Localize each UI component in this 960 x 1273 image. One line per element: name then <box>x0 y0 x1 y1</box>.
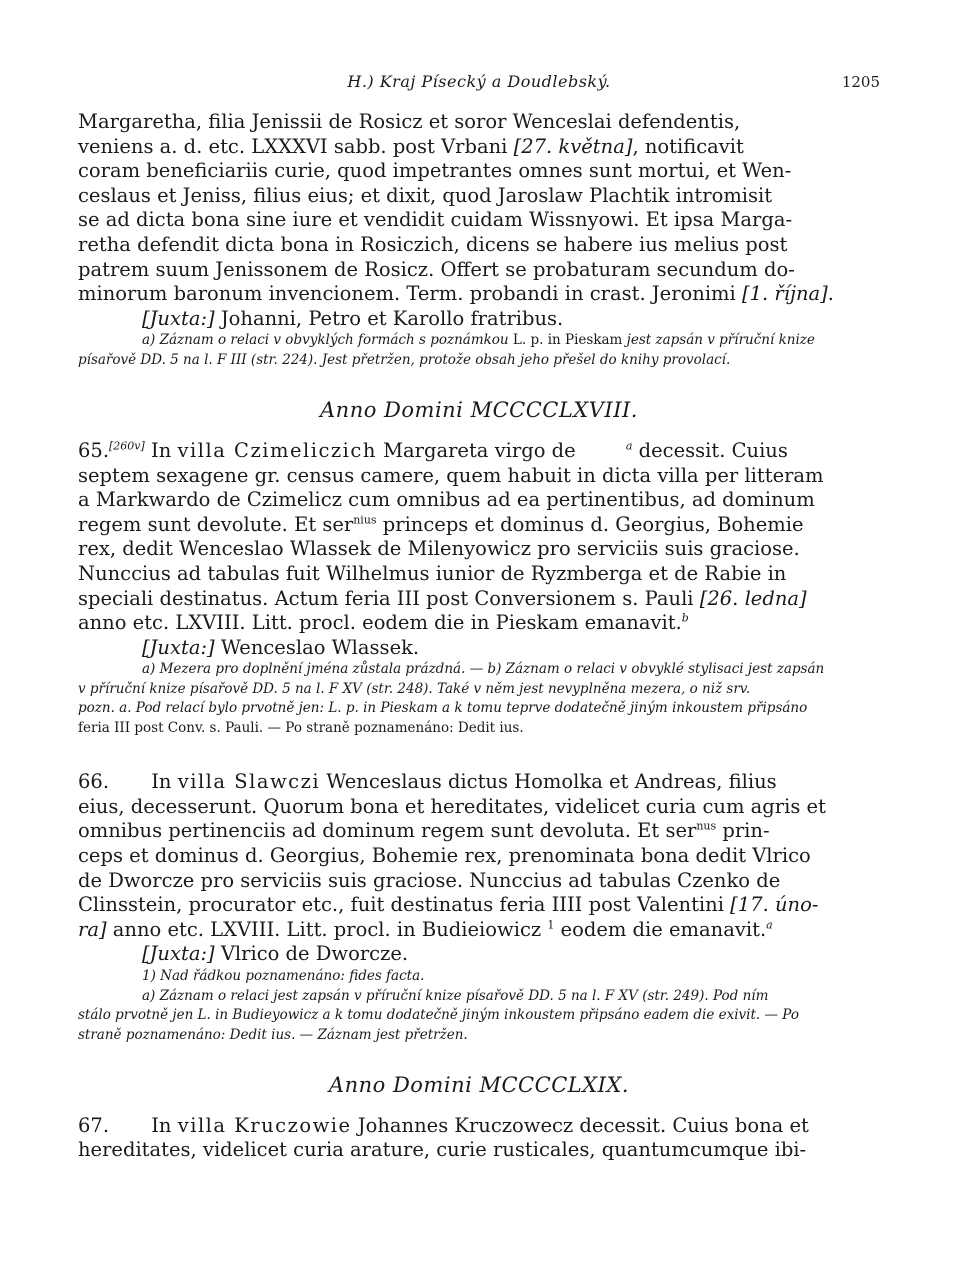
abbrev-sup: nius <box>353 513 377 527</box>
text-line: se ad dicta bona sine iure et vendidit cuidam Wissnyowi. Et ipsa Marga- <box>78 208 793 232</box>
footnote: a) Záznam o relaci jest zapsán v příruční knize písařově DD. 5 na l. F XV (str. 249). Pod ním <box>142 987 769 1004</box>
text-span: In <box>144 438 178 462</box>
entry-64-tail <box>78 110 880 370</box>
juxta-text: Johanni, Petro et Karollo fratribus. <box>214 306 564 330</box>
place-name: villa Czimeliczich <box>177 438 377 462</box>
text-line: patrem suum Jenissonem de Rosicz. Offert se probaturam secundum do- <box>78 257 795 281</box>
footnote: 1) Nad řádkou poznamenáno: fides facta. <box>142 968 425 985</box>
footnote: písařově DD. 5 na l. F III (str. 224). Jest přetržen, protože obsah jeho přešel do knihy provolací. <box>78 351 731 368</box>
text-line: hereditates, videlicet curia arature, curie rusticales, quantumcumque ibi- <box>78 1138 807 1162</box>
text-line <box>78 770 880 795</box>
entry-number: 67. <box>78 1113 110 1137</box>
footnote: pozn. a. Pod relací bylo prvotně jen: L. p. in Pieskam a k tomu teprve dodatečně jiným inkoustem připsáno <box>78 700 808 717</box>
text-span: Johannes Kruczowecz decessit. Cuius bona et <box>351 1113 809 1137</box>
editorial-date: [1. října] <box>741 282 828 306</box>
text-line: eius, decesserunt. Quorum bona et hereditates, videlicet curia cum agris et <box>78 794 826 818</box>
footnote: a) Mezera pro doplnění jména zůstala prázdná. — b) Záznam o relaci v obvyklé stylisaci jest zapsán <box>142 661 825 678</box>
text-line: de Dworcze pro serviciis suis graciose. Nunccius ad tabulas Czenko de <box>78 868 781 892</box>
year-heading: Anno Domini MCCCCLXIX. <box>328 1073 630 1098</box>
text-span: , notificavit <box>632 134 744 158</box>
text-line <box>78 611 880 636</box>
page-number: 1205 <box>841 73 880 91</box>
text-span: princeps et dominus d. Georgius, Bohemie <box>376 512 804 536</box>
editorial-date: [26. ledna] <box>699 586 807 610</box>
text-line <box>78 819 880 844</box>
text-span: Clinsstein, procurator etc., fuit destinatus feria IIII post Valentini <box>78 893 731 917</box>
entry-number: 65. <box>78 438 110 462</box>
text-span: minorum baronum invencionem. Term. probandi in crast. Jeronimi <box>78 282 742 306</box>
juxta-text: Vlrico de Dworcze. <box>214 942 409 966</box>
text-line: retha defendit dicta bona in Rosiczich, dicens se habere ius melius post <box>78 232 788 256</box>
text-span: speciali destinatus. Actum feria III post Conversionem s. Pauli <box>78 586 700 610</box>
text-line <box>78 513 880 538</box>
text-line: coram beneficiariis curie, quod impetrantes omnes sunt mortui, et Wen- <box>78 159 792 183</box>
footnote-mark: a) <box>142 332 156 349</box>
juxta-text: Wenceslao Wlassek. <box>214 635 420 659</box>
editorial-date: [17. úno- <box>730 893 819 917</box>
text-line <box>78 587 880 612</box>
footnote-ref: a <box>625 439 633 453</box>
text-span: Margareta virgo de <box>376 438 582 462</box>
text-line <box>78 893 880 918</box>
text-span: . <box>827 282 834 306</box>
text-span: anno etc. LXVIII. Litt. procl. in Budieiowicz <box>106 917 548 941</box>
abbrev-sup: nus <box>696 819 717 833</box>
entry-number: 66. <box>78 770 110 794</box>
text-span: anno etc. LXVIII. Litt. procl. eodem die in Pieskam emanavit. <box>78 611 682 635</box>
footnote: straně poznamenáno: Dedit ius. — Záznam jest přetržen. <box>78 1026 468 1043</box>
footnote-ref: 1 <box>547 918 555 932</box>
spacer <box>78 738 880 754</box>
juxta-label: [Juxta:] <box>142 942 215 966</box>
text-line: ceslaus et Jeniss, filius eius; et dixit, quod Jaroslaw Plachtik intromisit <box>78 183 773 207</box>
juxta-label: [Juxta:] <box>142 306 215 330</box>
text-line: rex, dedit Wenceslao Wlassek de Milenyowicz pro serviciis suis graciose. <box>78 537 800 561</box>
text-line <box>78 1114 880 1139</box>
place-name: villa Kruczowie <box>177 1113 352 1137</box>
editorial-date: ra] <box>78 917 107 941</box>
footnote: stálo prvotně jen L. in Budieyowicz a k tomu dodatečně jiným inkoustem připsáno eadem die exivit. — Po <box>78 1007 799 1024</box>
editorial-date: [27. května] <box>513 134 633 158</box>
footnote-ref: b <box>681 611 689 625</box>
text-line <box>78 439 880 464</box>
text-line <box>78 918 880 943</box>
text-span: In <box>145 770 178 794</box>
text-span: veniens a. d. etc. LXXXVI sabb. post Vrbani <box>78 134 514 158</box>
footnote <box>78 331 880 351</box>
text-span: Wenceslaus dictus Homolka et Andreas, filius <box>320 770 777 794</box>
text-line <box>78 135 880 160</box>
text-line <box>78 282 880 307</box>
text-span: In <box>145 1113 178 1137</box>
footnote: feria III post Conv. s. Pauli. — Po straně poznamenáno: Dedit ius. <box>78 719 524 736</box>
footnote-text: jest zapsán v příruční knize <box>622 332 815 349</box>
text-span: regem sunt devolute. Et ser <box>78 512 354 536</box>
juxta-line <box>78 636 880 661</box>
text-line: ceps et dominus d. Georgius, Bohemie rex, prenominata bona dedit Vlrico <box>78 844 811 868</box>
footnote: v příruční knize písařově DD. 5 na l. F XV (str. 248). Také v něm jest nevyplněna mezera, o niž srv. <box>78 680 751 697</box>
entry-66 <box>78 770 880 1045</box>
text-span: Margaretha, filia Jenissii de Rosicz et soror Wenceslai defendentis, <box>78 110 741 133</box>
text-line: Nunccius ad tabulas fuit Wilhelmus iunior de Ryzmberga et de Rabie in <box>78 561 787 585</box>
text-line: a Markwardo de Czimelicz cum omnibus ad ea pertinentibus, ad dominum <box>78 488 815 512</box>
entry-65 <box>78 439 880 738</box>
place-name: villa Slawczi <box>177 770 321 794</box>
spacer <box>78 754 880 770</box>
footnote-text: L. p. in Pieskam <box>512 332 623 349</box>
footnote-text: Záznam o relaci v obvyklých formách s poznámkou <box>155 332 513 349</box>
text-line: septem sexagene gr. census camere, quem habuit in dicta villa per litteram <box>78 463 824 487</box>
text-span: omnibus pertinenciis ad dominum regem sunt devoluta. Et ser <box>78 819 697 843</box>
text-span: eodem die emanavit. <box>554 917 767 941</box>
footnote-ref: a <box>766 918 773 932</box>
year-heading: Anno Domini MCCCCLXVIII. <box>320 398 638 423</box>
page-header <box>78 70 880 94</box>
text-span: prin- <box>716 819 770 843</box>
folio-mark: [260v] <box>109 439 145 453</box>
juxta-line <box>78 942 880 967</box>
juxta-line <box>78 307 880 332</box>
text-line <box>78 110 880 135</box>
text-span: decessit. Cuius <box>632 438 788 462</box>
entry-67 <box>78 1114 880 1163</box>
juxta-label: [Juxta:] <box>142 635 215 659</box>
running-head: H.) Kraj Písecký a Doudlebský. <box>347 72 611 91</box>
